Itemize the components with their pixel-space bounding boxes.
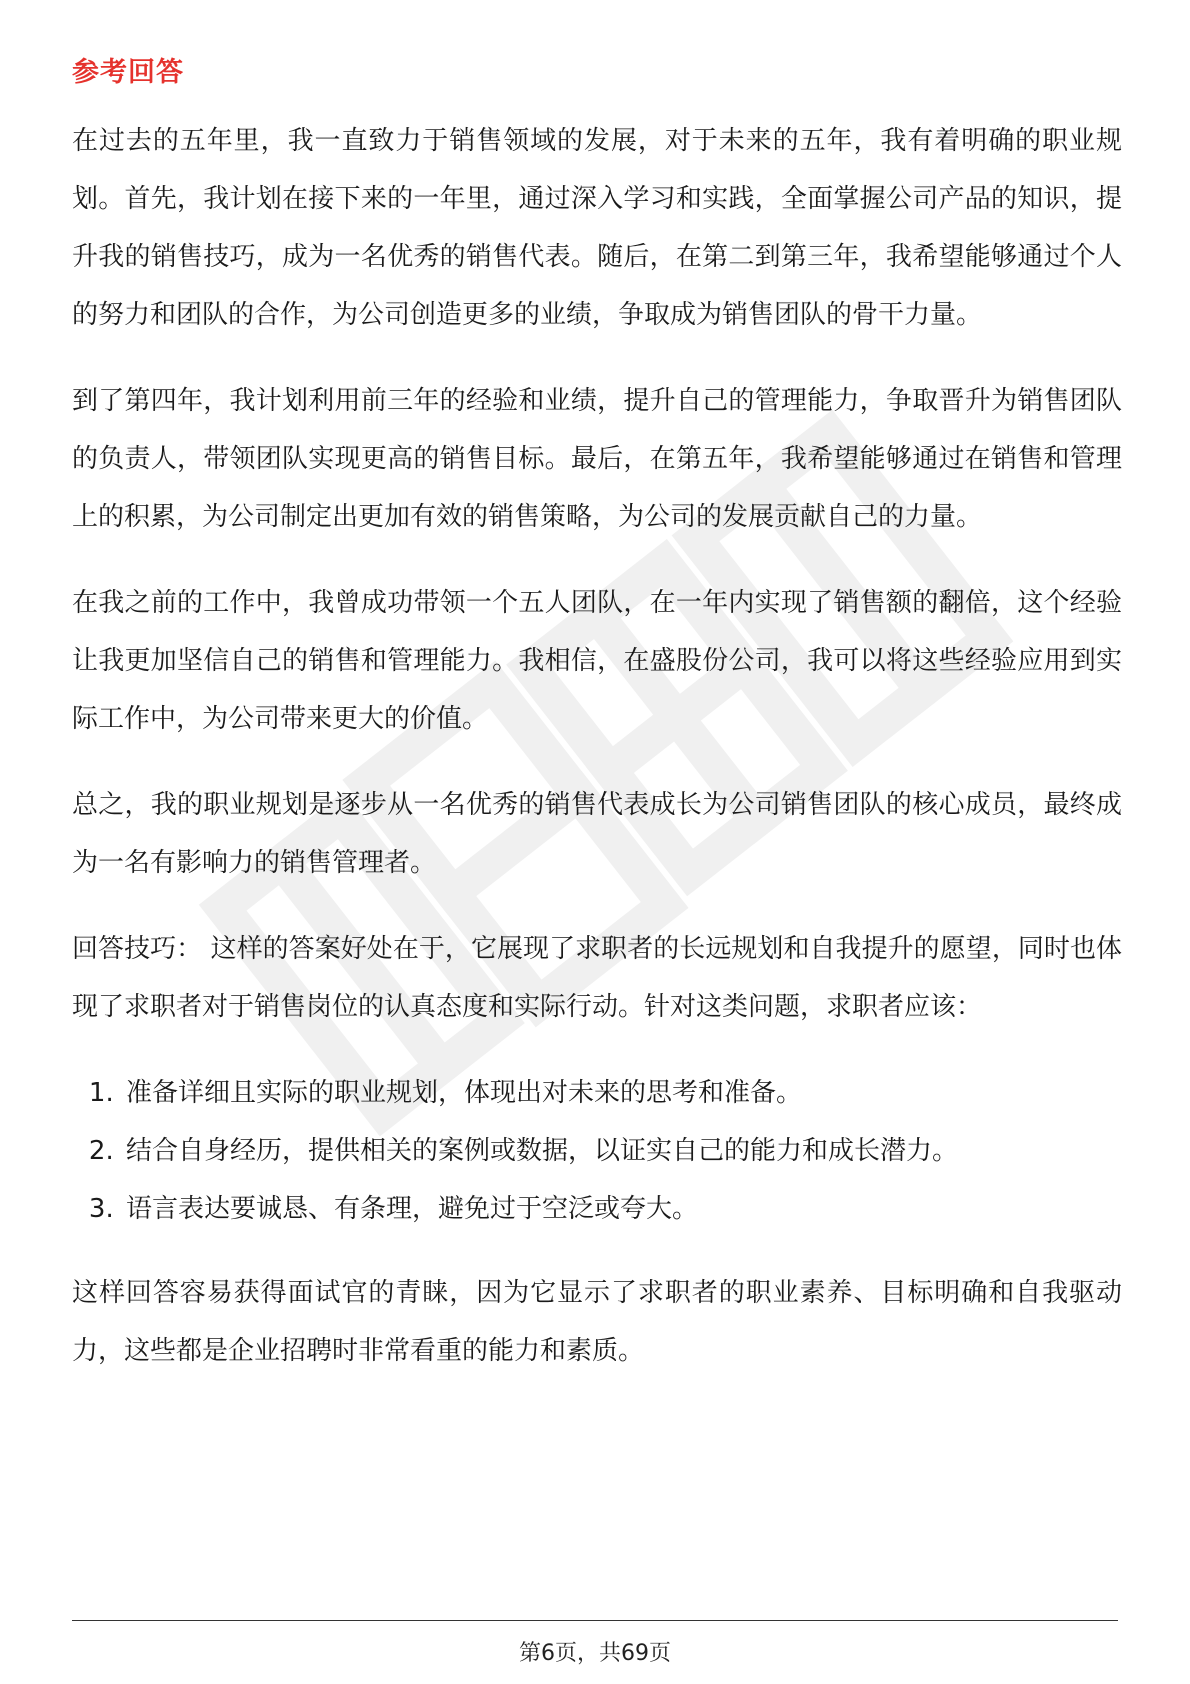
section-title: 参考回答 (72, 57, 184, 88)
footer-divider (72, 1620, 1118, 1621)
tips-list-item: 3. 语言表达要诚恳、有条理，避免过于空泛或夸大。 (122, 1180, 1122, 1238)
answer-paragraph-1: 在过去的五年里，我一直致力于销售领域的发展，对于未来的五年，我有着明确的职业规划。首先，我计划在接下来的一年里，通过深入学习和实践，全面掌握公司产品的知识，提升我的销售技巧，成为一名优秀的销售代表。随后，在第二到第三年，我希望能够通过个人的努力和团队的合作，为公司创造更多的业绩，争取成为销售团队的骨干力量。 (72, 126, 1122, 330)
closing-paragraph: 这样回答容易获得面试官的青睐，因为它显示了求职者的职业素养、目标明确和自我驱动力，这些都是企业招聘时非常看重的能力和素质。 (72, 1278, 1122, 1366)
answer-body (72, 112, 1122, 1408)
tips-list (72, 1064, 1122, 1238)
tips-list-item: 1. 准备详细且实际的职业规划，体现出对未来的思考和准备。 (122, 1064, 1122, 1122)
tips-intro-paragraph: 回答技巧： 这样的答案好处在于，它展现了求职者的长远规划和自我提升的愿望，同时也体现了求职者对于销售岗位的认真态度和实际行动。针对这类问题，求职者应该： (72, 934, 1122, 1022)
answer-paragraph-3: 在我之前的工作中，我曾成功带领一个五人团队，在一年内实现了销售额的翻倍，这个经验让我更加坚信自己的销售和管理能力。我相信，在盛股份公司，我可以将这些经验应用到实际工作中，为公司带来更大的价值。 (72, 588, 1122, 734)
tips-list-item: 2. 结合自身经历，提供相关的案例或数据，以证实自己的能力和成长潜力。 (122, 1122, 1122, 1180)
answer-paragraph-2: 到了第四年，我计划利用前三年的经验和业绩，提升自己的管理能力，争取晋升为销售团队的负责人，带领团队实现更高的销售目标。最后，在第五年，我希望能够通过在销售和管理上的积累，为公司制定出更加有效的销售策略，为公司的发展贡献自己的力量。 (72, 386, 1122, 532)
answer-paragraph-4: 总之，我的职业规划是逐步从一名优秀的销售代表成长为公司销售团队的核心成员，最终成为一名有影响力的销售管理者。 (72, 790, 1122, 878)
page-number: 第6页，共69页 (519, 1641, 671, 1666)
